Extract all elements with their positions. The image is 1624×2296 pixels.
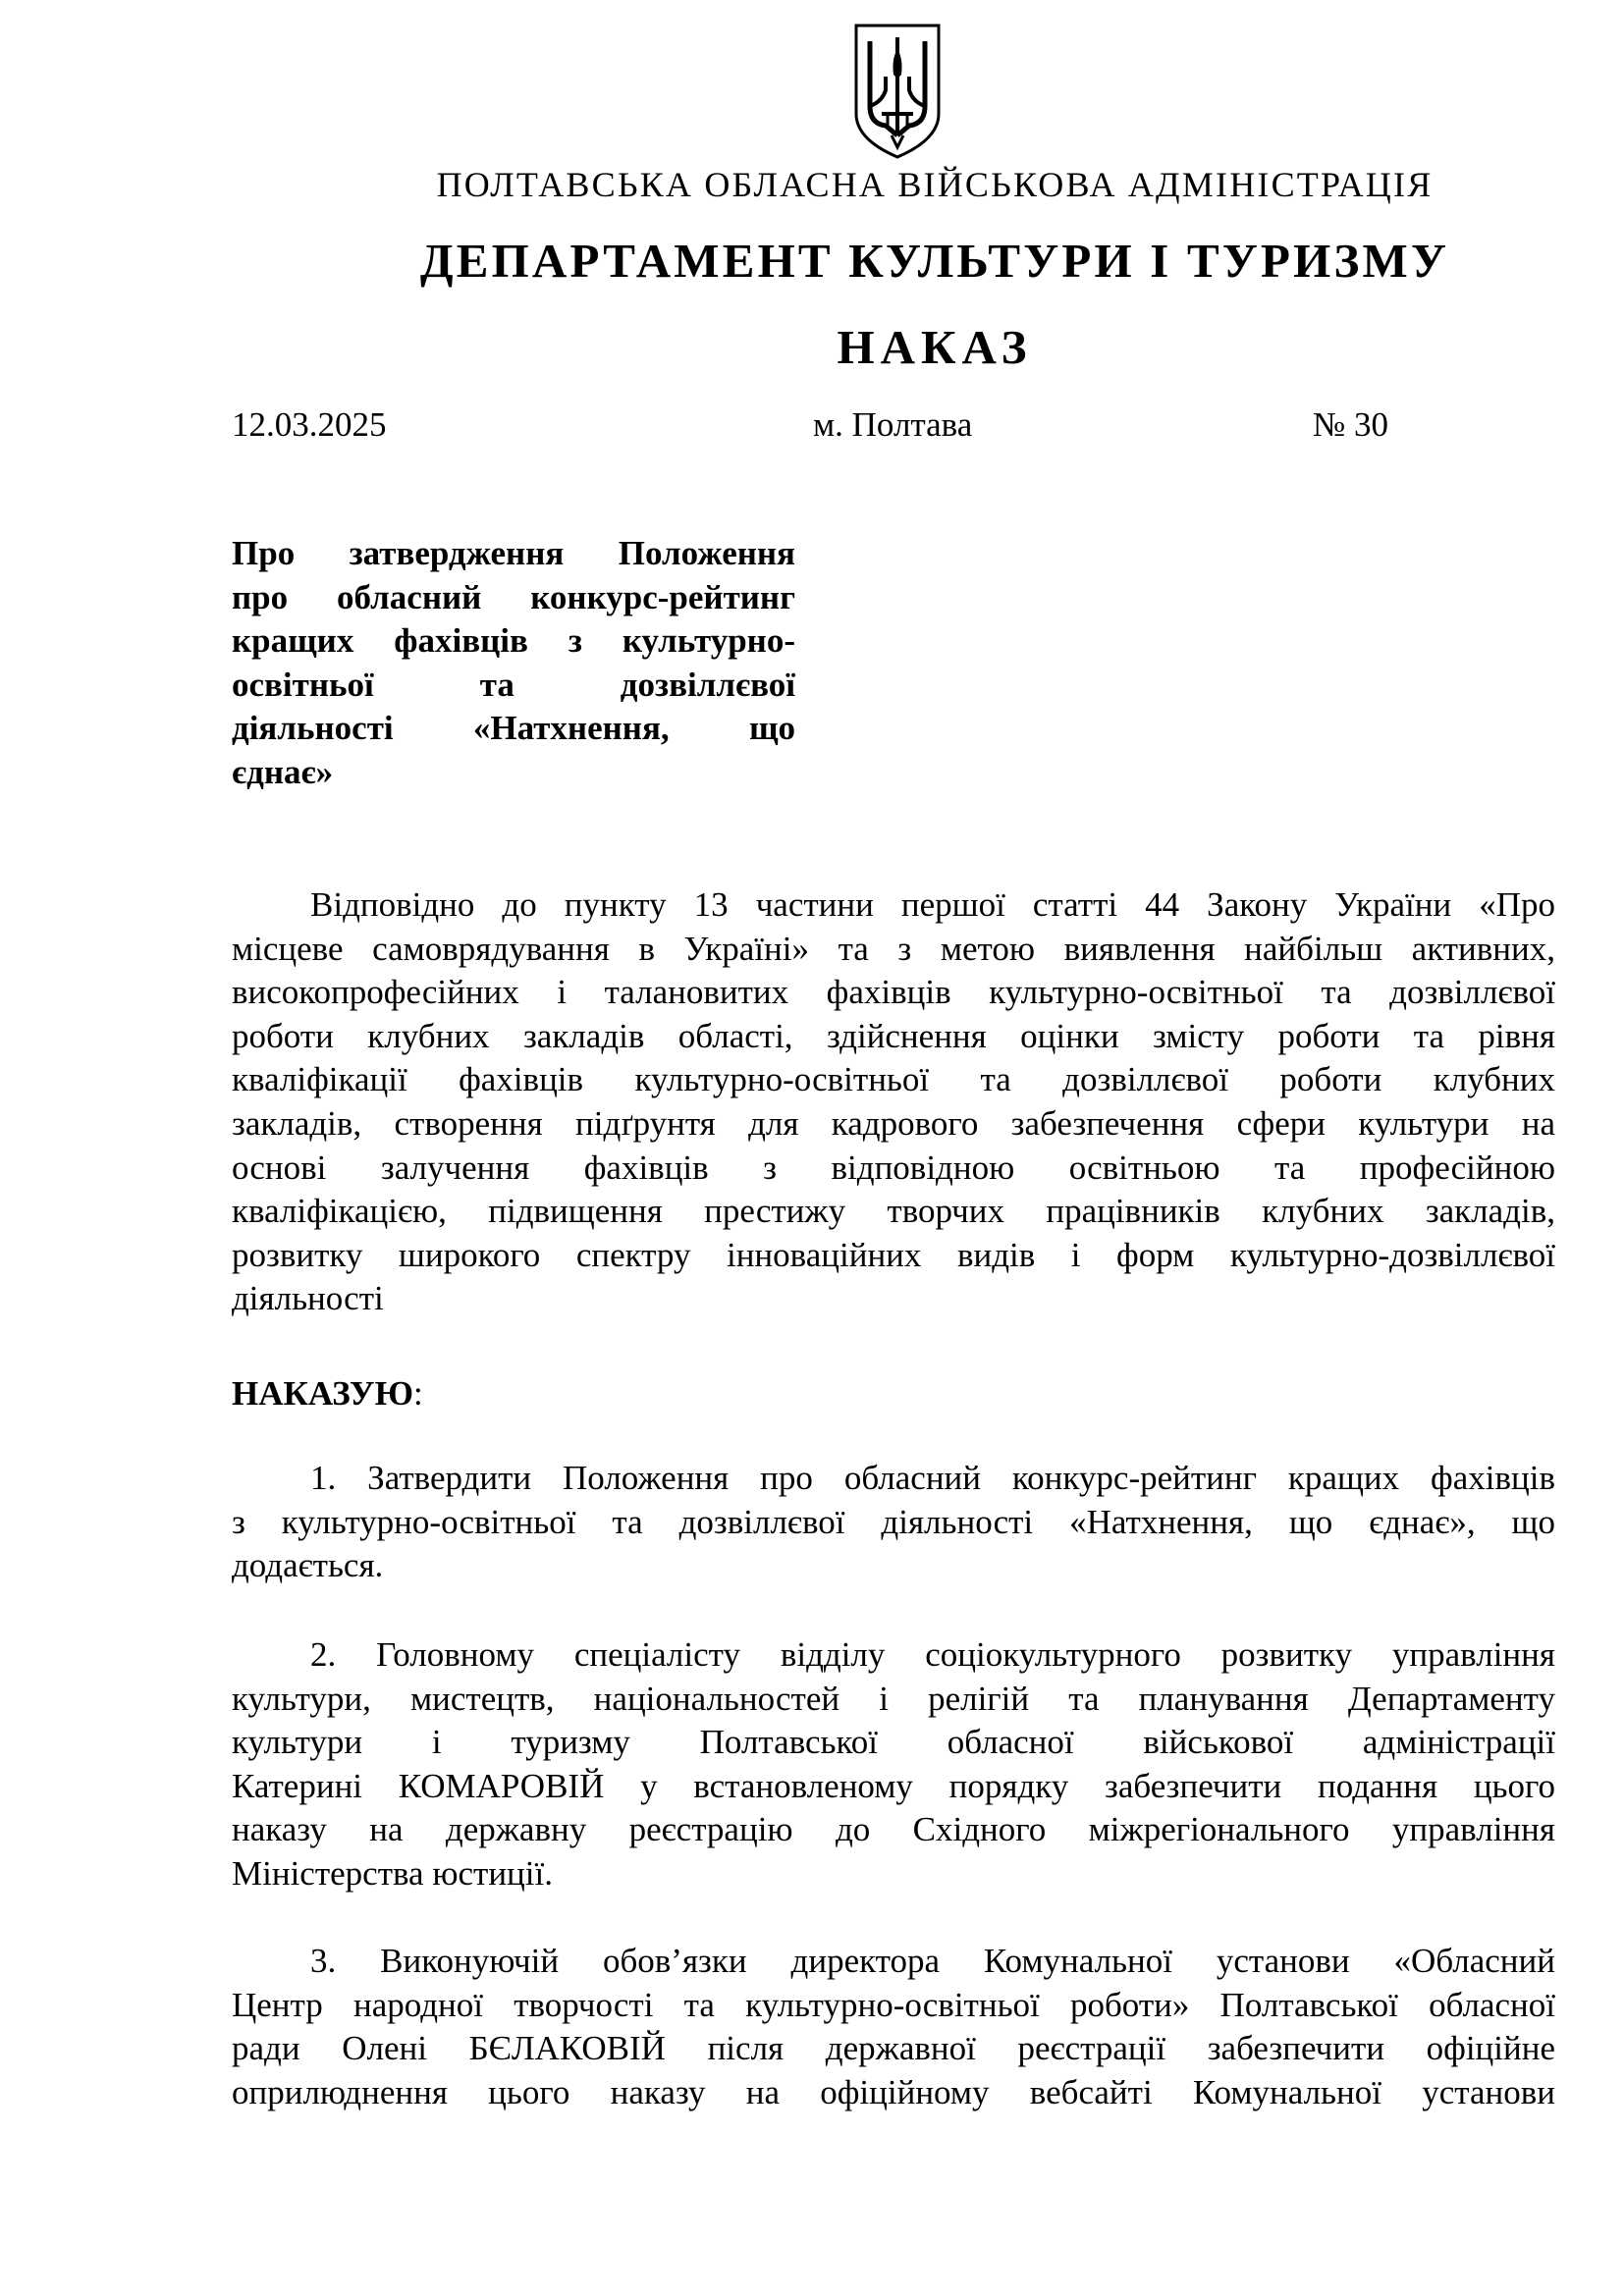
item-line: ради Олені БЄЛАКОВІЙ після державної реєстрації забезпечити офіційне (232, 2029, 1555, 2068)
item-line: 2. Головному спеціалісту відділу соціокультурного розвитку управління (310, 1635, 1555, 1674)
order-item-2 (232, 1633, 1555, 1896)
item-line: культури і туризму Полтавської обласної військової адміністрації (232, 1723, 1555, 1762)
document-date: 12.03.2025 (232, 405, 387, 444)
department-name: ДЕПАРТАМЕНТ КУЛЬТУРИ І ТУРИЗМУ (419, 234, 1450, 288)
item-line: наказу на державну реєстрацію до Східного міжрегіонального управління (232, 1810, 1555, 1849)
order-item-3 (232, 1940, 1555, 2114)
preamble-line: кваліфікацією, підвищення престижу творчих працівників клубних закладів, (232, 1192, 1555, 1231)
item-line: Центр народної творчості та культурно-освітньої роботи» Полтавської обласної (232, 1985, 1555, 2024)
item-line: 1. Затвердити Положення про обласний конкурс-рейтинг кращих фахівців (310, 1459, 1555, 1497)
subject-line: Про затвердження Положення (232, 534, 795, 572)
preamble-line: роботи клубних закладів області, здійснення оцінки змісту роботи та рівня (232, 1016, 1555, 1055)
subject-line: освітньої та дозвіллєвої (232, 665, 795, 704)
order-subject (232, 532, 795, 794)
preamble-line: місцеве самоврядування в Україні» та з метою виявлення найбільш активних, (232, 929, 1555, 968)
organization-name: ПОЛТАВСЬКА ОБЛАСНА ВІЙСЬКОВА АДМІНІСТРАЦІЯ (436, 165, 1434, 204)
preamble-line: Відповідно до пункту 13 частини першої статті 44 Закону України «Про (310, 885, 1555, 924)
order-directive-word: НАКАЗУЮ (232, 1374, 413, 1413)
document-city: м. Полтава (813, 405, 973, 444)
item-line: оприлюднення цього наказу на офіційному вебсайті Комунальної установи (232, 2072, 1555, 2111)
item-line: з культурно-освітньої та дозвіллєвої діяльності «Натхнення, що єднає», що (232, 1502, 1555, 1541)
preamble-line: кваліфікації фахівців культурно-освітньої та дозвіллєвої роботи клубних (232, 1060, 1555, 1099)
preamble-line: високопрофесійних і талановитих фахівців культурно-освітньої та дозвіллєвої (232, 973, 1555, 1012)
subject-line: про обласний конкурс-рейтинг (232, 577, 795, 616)
document-number: № 30 (1312, 405, 1388, 444)
document-meta-row (232, 402, 1388, 448)
subject-line: діяльності «Натхнення, що (232, 709, 795, 747)
subject-line: кращих фахівців з культурно- (232, 621, 795, 660)
item-line: 3. Виконуючій обов’язки директора Комунальної установи «Обласний (310, 1942, 1555, 1980)
item-line: культури, мистецтв, національностей і релігій та планування Департаменту (232, 1679, 1555, 1718)
subject-line: єднає» (232, 752, 334, 791)
document-type-title: НАКАЗ (837, 320, 1033, 374)
preamble-paragraph (232, 883, 1555, 1321)
item-line: додається. (232, 1546, 384, 1585)
item-line: Катерині КОМАРОВІЙ у встановленому порядку забезпечити подання цього (232, 1766, 1555, 1805)
preamble-line: основі залучення фахівців з відповідною освітньою та професійною (232, 1148, 1555, 1187)
item-line: Міністерства юстиції. (232, 1853, 553, 1893)
order-directive-colon: : (412, 1374, 423, 1413)
preamble-line: діяльності (232, 1279, 384, 1318)
order-item-1 (232, 1457, 1555, 1588)
preamble-line: закладів, створення підґрунтя для кадрового забезпечення сфери культури на (232, 1103, 1555, 1143)
order-directive (232, 1372, 423, 1415)
coat-of-arms-icon (852, 20, 943, 162)
preamble-line: розвитку широкого спектру інноваційних видів і форм культурно-дозвіллєвої (232, 1235, 1555, 1274)
